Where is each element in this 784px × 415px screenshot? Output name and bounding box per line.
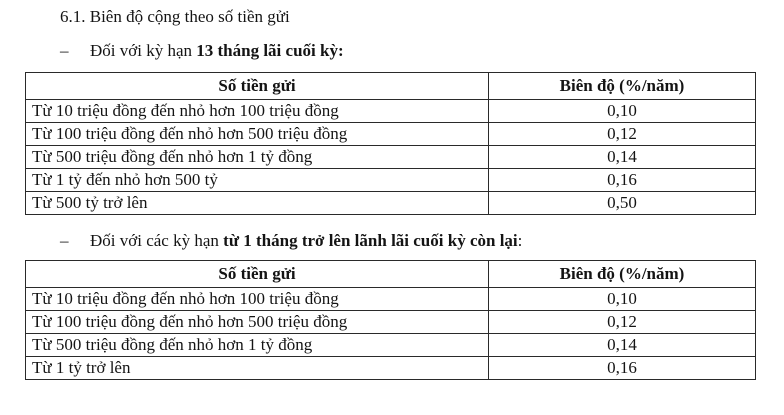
table-row [26,123,756,146]
rate-cell: 0,10 [489,100,756,123]
table-row [26,169,756,192]
table-row [26,311,756,334]
rate-cell: 0,12 [489,311,756,334]
amount-cell: Từ 500 triệu đồng đến nhỏ hơn 1 tỷ đồng [26,334,489,357]
table-row [26,357,756,380]
table-row [26,146,756,169]
amount-cell: Từ 1 tỷ trở lên [26,357,489,380]
subheading-suffix: : [517,231,523,250]
table-header-row [26,261,756,288]
amount-cell: Từ 100 triệu đồng đến nhỏ hơn 500 triệu đồng [26,311,489,334]
table-row [26,100,756,123]
amount-cell: Từ 100 triệu đồng đến nhỏ hơn 500 triệu đồng [26,123,489,146]
amount-cell: Từ 10 triệu đồng đến nhỏ hơn 100 triệu đồng [26,100,489,123]
column-header-amount: Số tiền gửi [26,261,489,288]
list-dash: – [60,231,69,250]
rate-cell: 0,16 [489,169,756,192]
amount-cell: Từ 500 tỷ trở lên [26,192,489,215]
subheading-prefix: Đối với các kỳ hạn [90,231,224,250]
rate-cell: 0,10 [489,288,756,311]
table-header-row [26,73,756,100]
section-title: 6.1. Biên độ cộng theo số tiền gửi [60,7,290,26]
column-header-rate: Biên độ (%/năm) [489,73,756,100]
list-dash: – [60,41,69,60]
rate-cell: 0,50 [489,192,756,215]
subheading-13-month-term [60,40,344,62]
rate-table-13-month [25,72,756,215]
amount-cell: Từ 10 triệu đồng đến nhỏ hơn 100 triệu đồng [26,288,489,311]
subheading-prefix: Đối với kỳ hạn [90,41,197,60]
subheading-other-terms [60,230,522,252]
amount-cell: Từ 500 triệu đồng đến nhỏ hơn 1 tỷ đồng [26,146,489,169]
rate-cell: 0,14 [489,146,756,169]
subheading-emphasis: 13 tháng lãi cuối kỳ: [196,41,344,60]
column-header-rate: Biên độ (%/năm) [489,261,756,288]
table-row [26,334,756,357]
table-row [26,288,756,311]
column-header-amount: Số tiền gửi [26,73,489,100]
rate-table-other-terms [25,260,756,380]
rate-cell: 0,12 [489,123,756,146]
amount-cell: Từ 1 tỷ đến nhỏ hơn 500 tỷ [26,169,489,192]
rate-cell: 0,16 [489,357,756,380]
table-row [26,192,756,215]
subheading-emphasis: từ 1 tháng trở lên lãnh lãi cuối kỳ còn lại [223,231,518,250]
rate-cell: 0,14 [489,334,756,357]
